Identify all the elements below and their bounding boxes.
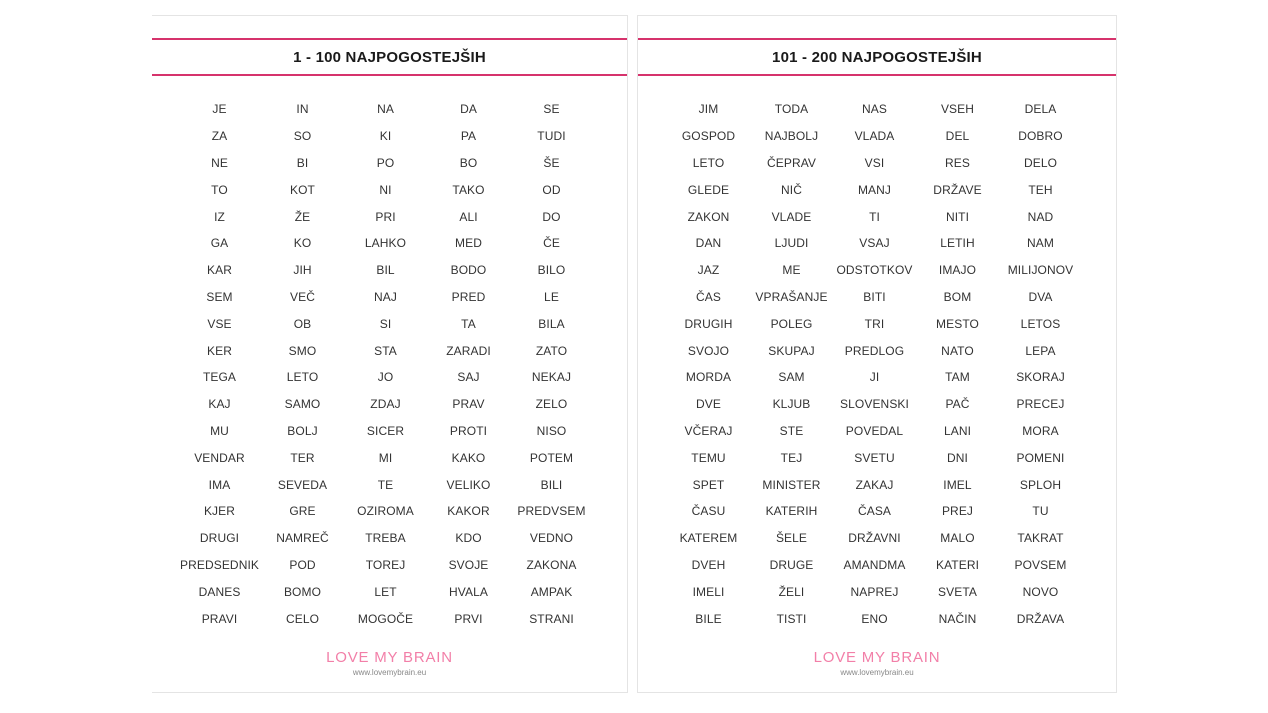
word-item: DVE xyxy=(696,397,721,412)
word-item: DRŽAVA xyxy=(1016,611,1065,626)
word-item: KI xyxy=(379,129,392,144)
word-item: MALO xyxy=(940,531,975,546)
word-item: SVOJE xyxy=(448,557,489,572)
word-item: ZDAJ xyxy=(370,397,401,412)
word-item: VSEH xyxy=(940,102,975,117)
word-item: VEČ xyxy=(290,289,315,304)
word-item: DRŽAVNI xyxy=(848,531,901,546)
word-item: PREDLOG xyxy=(844,343,905,358)
word-item: JE xyxy=(212,102,227,117)
word-item: NOVO xyxy=(1022,584,1059,599)
page-title-band xyxy=(638,38,1116,76)
word-item: MED xyxy=(455,236,482,251)
word-item: SICER xyxy=(366,423,405,438)
word-item: ZAKON xyxy=(687,209,730,224)
word-item: KER xyxy=(207,343,232,358)
word-item: JI xyxy=(869,370,880,385)
word-item: POVSEM xyxy=(1014,557,1067,572)
brand-logo: LOVE MY BRAIN xyxy=(813,649,941,666)
brand-logo: LOVE MY BRAIN xyxy=(326,649,453,666)
word-item: SAMO xyxy=(284,397,321,412)
page-title: 1 - 100 NAJPOGOSTEJŠIH xyxy=(293,48,486,66)
word-item: LETIH xyxy=(940,236,975,251)
word-item: BILA xyxy=(538,316,565,331)
word-item: DVA xyxy=(1028,289,1053,304)
word-item: TEH xyxy=(1028,182,1053,197)
word-item: NATO xyxy=(941,343,974,358)
word-item: MU xyxy=(210,423,229,438)
word-item: KOT xyxy=(290,182,315,197)
brand-url: www.lovemybrain.eu xyxy=(352,668,427,677)
word-item: BILE xyxy=(695,611,722,626)
page-title: 101 - 200 NAJPOGOSTEJŠIH xyxy=(772,48,982,66)
word-item: TE xyxy=(377,477,394,492)
word-item: OD xyxy=(542,182,561,197)
word-item: KAJ xyxy=(208,397,231,412)
word-item: ŽE xyxy=(294,209,311,224)
word-item: TRI xyxy=(864,316,885,331)
word-item: KAKO xyxy=(451,450,486,465)
word-item: ZARADI xyxy=(446,343,491,358)
word-item: NAJ xyxy=(374,289,397,304)
word-item: HVALA xyxy=(449,584,488,599)
word-item: TEJ xyxy=(780,450,803,465)
word-item: ZATO xyxy=(535,343,568,358)
word-item: ČEPRAV xyxy=(766,155,817,170)
word-item: BOLJ xyxy=(287,423,318,438)
word-item: NE xyxy=(211,155,228,170)
word-item: DVEH xyxy=(691,557,726,572)
word-grid xyxy=(178,96,593,632)
word-item: MI xyxy=(378,450,393,465)
word-item: ME xyxy=(782,263,801,278)
word-item: BO xyxy=(459,155,478,170)
word-item: KATERIH xyxy=(765,504,818,519)
word-item: PRAV xyxy=(452,397,485,412)
word-item: TAM xyxy=(945,370,970,385)
word-item: SLOVENSKI xyxy=(840,397,909,412)
word-item: NAPREJ xyxy=(850,584,899,599)
word-item: TREBA xyxy=(365,531,406,546)
word-item: NAJBOLJ xyxy=(764,129,819,144)
word-item: PREDVSEM xyxy=(517,504,586,519)
word-list-page-101-200 xyxy=(637,15,1117,693)
word-item: POMENI xyxy=(1016,450,1065,465)
word-item: SVOJO xyxy=(687,343,730,358)
word-item: TISTI xyxy=(776,611,807,626)
word-item: DEL xyxy=(945,129,970,144)
word-item: TUDI xyxy=(537,129,566,144)
word-item: KAKOR xyxy=(447,504,490,519)
word-item: LETOS xyxy=(1020,316,1061,331)
word-item: DRUGE xyxy=(769,557,814,572)
word-item: NEKAJ xyxy=(531,370,572,385)
word-item: BODO xyxy=(450,263,487,278)
word-item: KDO xyxy=(455,531,482,546)
word-item: PREDSEDNIK xyxy=(179,557,260,572)
word-item: NISO xyxy=(536,423,567,438)
word-item: JAZ xyxy=(697,263,720,278)
word-item: PRAVI xyxy=(201,611,238,626)
word-item: TEGA xyxy=(202,370,237,385)
word-item: DOBRO xyxy=(1018,129,1063,144)
word-item: PRED xyxy=(451,289,486,304)
word-item: DA xyxy=(460,102,477,117)
word-item: VSAJ xyxy=(859,236,890,251)
word-item: TO xyxy=(211,182,228,197)
word-item: BILO xyxy=(537,263,566,278)
word-item: LE xyxy=(544,289,559,304)
word-item: ŠELE xyxy=(775,531,808,546)
word-item: SI xyxy=(379,316,392,331)
word-item: KO xyxy=(293,236,312,251)
word-item: DELO xyxy=(1023,155,1058,170)
word-item: SEM xyxy=(206,289,233,304)
word-item: TA xyxy=(461,316,476,331)
word-item: TEMU xyxy=(691,450,726,465)
word-item: DRUGI xyxy=(199,531,240,546)
word-item: LEPA xyxy=(1025,343,1056,358)
word-item: VČERAJ xyxy=(684,423,733,438)
word-item: NAMREČ xyxy=(276,531,329,546)
word-item: IZ xyxy=(214,209,225,224)
word-item: VSI xyxy=(864,155,885,170)
word-item: GRE xyxy=(289,504,316,519)
word-item: STRANI xyxy=(529,611,574,626)
word-item: LJUDI xyxy=(774,236,809,251)
word-item: MANJ xyxy=(857,182,892,197)
word-item: PRECEJ xyxy=(1016,397,1065,412)
word-item: KAR xyxy=(207,263,232,278)
word-item: AMANDMA xyxy=(843,557,906,572)
word-item: SVETU xyxy=(854,450,895,465)
word-item: SEVEDA xyxy=(277,477,328,492)
word-item: IMELI xyxy=(692,584,725,599)
word-item: DELA xyxy=(1024,102,1057,117)
word-item: SKUPAJ xyxy=(768,343,815,358)
word-item: KLJUB xyxy=(772,397,811,412)
word-item: TODA xyxy=(774,102,809,117)
word-item: ČASA xyxy=(857,504,892,519)
word-item: PAČ xyxy=(945,397,970,412)
word-item: LAHKO xyxy=(364,236,407,251)
word-item: VENDAR xyxy=(194,450,245,465)
word-item: VEDNO xyxy=(529,531,574,546)
word-item: IMAJO xyxy=(938,263,977,278)
word-item: NIČ xyxy=(781,182,802,197)
word-item: BILI xyxy=(540,477,563,492)
word-item: DAN xyxy=(695,236,722,251)
word-item: ALI xyxy=(459,209,478,224)
word-item: OZIROMA xyxy=(357,504,414,519)
word-item: DANES xyxy=(198,584,241,599)
word-item: VSE xyxy=(207,316,232,331)
word-item: SKORAJ xyxy=(1016,370,1065,385)
word-item: DNI xyxy=(947,450,968,465)
word-item: VLADA xyxy=(854,129,895,144)
word-item: GLEDE xyxy=(687,182,730,197)
word-item: IMA xyxy=(208,477,231,492)
word-item: STA xyxy=(374,343,397,358)
word-item: SPET xyxy=(692,477,725,492)
word-item: DRŽAVE xyxy=(933,182,982,197)
word-item: DRUGIH xyxy=(684,316,733,331)
word-item: MINISTER xyxy=(762,477,821,492)
word-item: MESTO xyxy=(936,316,979,331)
word-item: MILIJONOV xyxy=(1007,263,1074,278)
word-item: SVETA xyxy=(938,584,977,599)
word-item: ZELO xyxy=(535,397,568,412)
word-item: CELO xyxy=(285,611,320,626)
word-item: JIM xyxy=(698,102,719,117)
word-item: ODSTOTKOV xyxy=(836,263,913,278)
word-item: RES xyxy=(945,155,970,170)
word-item: KATERI xyxy=(935,557,980,572)
word-item: TAKO xyxy=(452,182,485,197)
word-item: ŽELI xyxy=(778,584,805,599)
word-item: ČE xyxy=(543,236,560,251)
word-item: BIL xyxy=(376,263,395,278)
word-item: TI xyxy=(869,209,880,224)
word-item: SAM xyxy=(778,370,805,385)
word-list-page-1-100 xyxy=(152,15,628,693)
word-item: SE xyxy=(543,102,560,117)
word-item: MORA xyxy=(1022,423,1059,438)
word-item: POVEDAL xyxy=(845,423,904,438)
word-item: BITI xyxy=(863,289,886,304)
word-item: KATEREM xyxy=(679,531,738,546)
page-title-band xyxy=(152,38,627,76)
word-item: ŠE xyxy=(543,155,560,170)
word-item: JIH xyxy=(293,263,312,278)
word-item: NAS xyxy=(862,102,887,117)
word-item: SO xyxy=(293,129,312,144)
word-item: ZA xyxy=(211,129,228,144)
word-item: IMEL xyxy=(943,477,972,492)
word-item: NAM xyxy=(1027,236,1054,251)
word-item: GA xyxy=(210,236,229,251)
word-item: BOMO xyxy=(283,584,322,599)
word-item: STE xyxy=(779,423,804,438)
word-item: TAKRAT xyxy=(1017,531,1064,546)
word-item: ZAKAJ xyxy=(855,477,894,492)
word-item: NITI xyxy=(945,209,970,224)
word-item: PRI xyxy=(375,209,396,224)
word-item: IN xyxy=(296,102,309,117)
word-item: NA xyxy=(377,102,394,117)
word-item: OB xyxy=(293,316,312,331)
word-item: PROTI xyxy=(449,423,488,438)
word-item: DO xyxy=(542,209,561,224)
word-grid xyxy=(667,96,1082,632)
word-item: LETO xyxy=(692,155,725,170)
word-item: BOM xyxy=(943,289,972,304)
brand-url: www.lovemybrain.eu xyxy=(840,668,914,677)
word-item: LANI xyxy=(943,423,972,438)
word-item: LETO xyxy=(286,370,319,385)
word-item: VLADE xyxy=(771,209,812,224)
word-item: ENO xyxy=(861,611,888,626)
word-item: PREJ xyxy=(941,504,974,519)
word-item: SAJ xyxy=(457,370,480,385)
word-item: KJER xyxy=(203,504,236,519)
word-item: SMO xyxy=(288,343,317,358)
word-item: TOREJ xyxy=(365,557,406,572)
word-item: POD xyxy=(289,557,316,572)
word-item: NI xyxy=(379,182,392,197)
word-item: SPLOH xyxy=(1019,477,1062,492)
word-item: PA xyxy=(460,129,477,144)
word-item: ZAKONA xyxy=(526,557,577,572)
word-item: POTEM xyxy=(529,450,574,465)
word-item: POLEG xyxy=(770,316,813,331)
word-item: NAD xyxy=(1027,209,1054,224)
word-item: VELIKO xyxy=(446,477,491,492)
word-item: BI xyxy=(296,155,309,170)
word-item: TER xyxy=(290,450,315,465)
word-item: MOGOČE xyxy=(357,611,414,626)
word-item: AMPAK xyxy=(530,584,573,599)
word-item: NAČIN xyxy=(938,611,977,626)
word-item: PRVI xyxy=(454,611,483,626)
word-item: MORDA xyxy=(685,370,732,385)
word-item: JO xyxy=(377,370,394,385)
word-item: PO xyxy=(376,155,395,170)
word-item: ČAS xyxy=(696,289,721,304)
word-item: GOSPOD xyxy=(681,129,736,144)
word-item: TU xyxy=(1032,504,1049,519)
word-item: VPRAŠANJE xyxy=(755,289,828,304)
word-item: ČASU xyxy=(691,504,726,519)
word-item: LET xyxy=(374,584,397,599)
